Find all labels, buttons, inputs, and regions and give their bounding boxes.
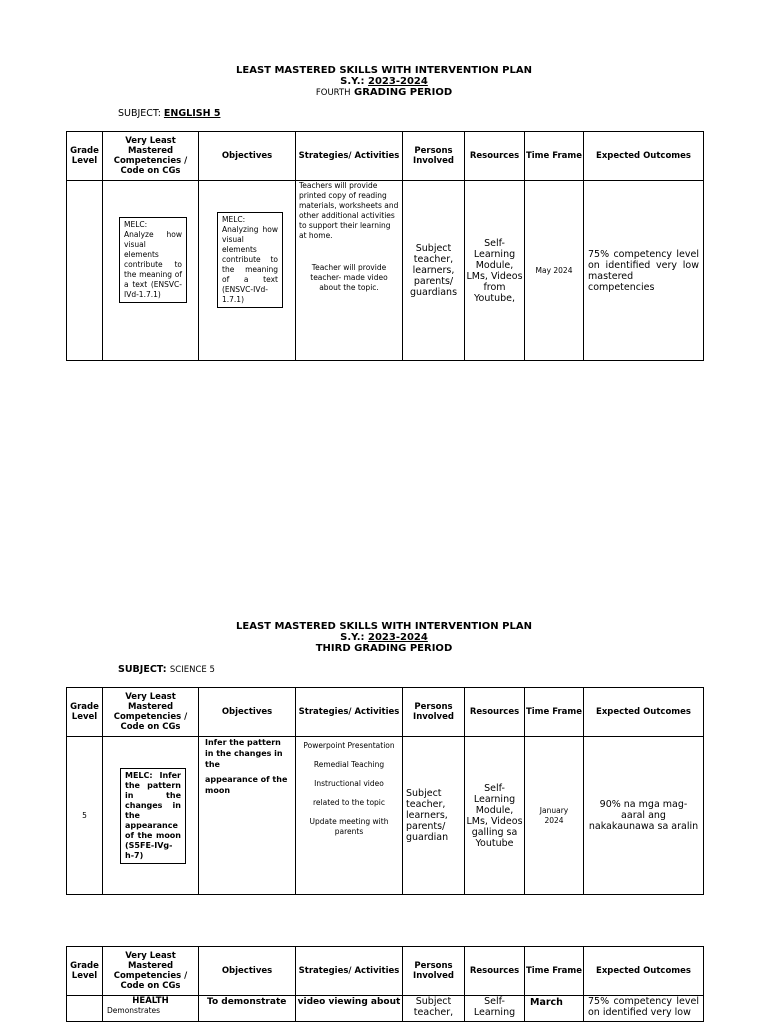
- section1-subject: [118, 108, 220, 119]
- strategy-text-1: Teachers will provide printed copy of reading materials, worksheets and other additional activities to support their learning at home.: [299, 181, 399, 240]
- section2-subject: [118, 664, 215, 675]
- col-resources: Resources: [465, 947, 525, 996]
- sy-label: S.Y.:: [340, 632, 369, 643]
- table-row: [67, 996, 704, 1022]
- sy-value: 2023-2024: [368, 632, 428, 643]
- col-strategies: Strategies/ Activities: [296, 947, 403, 996]
- section1-table: [66, 131, 704, 361]
- strategy-item: Powerpoint Presentation: [303, 741, 395, 750]
- col-competencies: Very Least Mastered Competencies / Code on CGs: [103, 688, 199, 737]
- strategy-text-2: Teacher will provide teacher- made video about the topic.: [310, 263, 388, 292]
- cell-grade: [67, 181, 103, 361]
- cell-outcome: 90% na mga mag-aaral ang nakakaunawa sa aralin: [584, 737, 704, 895]
- table-row: [67, 737, 704, 895]
- table-header-row: [67, 688, 704, 737]
- col-time-frame: Time Frame: [525, 132, 584, 181]
- objective-text-1: Infer the pattern in the changes in the: [205, 738, 283, 769]
- col-resources: Resources: [465, 132, 525, 181]
- section2-title: LEAST MASTERED SKILLS WITH INTERVENTION PLAN: [236, 621, 532, 632]
- cell-resources: Self-Learning Module, LMs, Videos galling sa Youtube: [465, 737, 525, 895]
- subject-value: ENGLISH 5: [163, 108, 221, 119]
- strategy-item: related to the topic: [312, 798, 385, 807]
- strategy-item: Remedial Teaching: [313, 760, 385, 769]
- cell-resources: Self-Learning Module, LMs, Videos from Youtube,: [465, 181, 525, 361]
- competency-text-1: HEALTH: [132, 996, 169, 1006]
- col-persons: Persons Involved: [403, 132, 465, 181]
- col-persons: Persons Involved: [403, 688, 465, 737]
- col-grade-level: Grade Level: [67, 132, 103, 181]
- cell-strategies: [296, 737, 403, 895]
- period-rest: GRADING PERIOD: [350, 87, 453, 98]
- col-grade-level: Grade Level: [67, 688, 103, 737]
- section3-table: [66, 946, 704, 1022]
- objective-box: MELC: Analyzing how visual elements contribute to the meaning of a text (ENSVC-IVd-1.7.1): [217, 212, 283, 308]
- col-outcomes: Expected Outcomes: [584, 132, 704, 181]
- cell-time-frame: January 2024: [525, 737, 584, 895]
- cell-time-frame: March: [525, 996, 584, 1022]
- col-objectives: Objectives: [199, 132, 296, 181]
- subject-label: SUBJECT:: [118, 664, 170, 675]
- cell-objective: To demonstrate: [199, 996, 296, 1022]
- cell-competency: [103, 737, 199, 895]
- competency-box: MELC: Infer the pattern in the changes in the appearance of the moon (S5FE-IVg-h-7): [120, 768, 186, 864]
- sy-label: S.Y.:: [340, 76, 369, 87]
- cell-strategies: [296, 181, 403, 361]
- section1-title: LEAST MASTERED SKILLS WITH INTERVENTION PLAN: [236, 65, 532, 76]
- competency-text-2: Demonstrates: [107, 1006, 161, 1015]
- section2-grading-period: THIRD GRADING PERIOD: [315, 643, 453, 654]
- cell-objective: [199, 737, 296, 895]
- cell-persons: Subject teacher, learners, parents/ guardians: [403, 181, 465, 361]
- cell-competency: [103, 996, 199, 1022]
- col-persons: Persons Involved: [403, 947, 465, 996]
- table-header-row: [67, 132, 704, 181]
- strategy-item: Update meeting with parents: [309, 817, 389, 836]
- table-row: [67, 181, 704, 361]
- subject-value: SCIENCE 5: [169, 665, 215, 675]
- col-objectives: Objectives: [199, 947, 296, 996]
- cell-persons: Subject teacher,: [403, 996, 465, 1022]
- col-competencies: Very Least Mastered Competencies / Code on CGs: [103, 132, 199, 181]
- period-word: FOURTH: [315, 88, 351, 98]
- cell-competency: [103, 181, 199, 361]
- section2-table: [66, 687, 704, 895]
- strategy-item: Instructional video: [314, 779, 384, 788]
- col-time-frame: Time Frame: [525, 947, 584, 996]
- cell-strategies: video viewing about: [296, 996, 403, 1022]
- cell-grade: 5: [67, 737, 103, 895]
- section2-school-year: [0, 632, 768, 643]
- cell-outcome: 75% competency level on identified very low mastered competencies: [584, 181, 704, 361]
- sy-value: 2023-2024: [368, 76, 428, 87]
- col-strategies: Strategies/ Activities: [296, 688, 403, 737]
- section1-grading-period: [0, 87, 768, 99]
- cell-outcome: 75% competency level on identified very low: [584, 996, 704, 1022]
- subject-label: SUBJECT:: [118, 108, 164, 119]
- cell-time-frame: May 2024: [525, 181, 584, 361]
- cell-grade: [67, 996, 103, 1022]
- col-outcomes: Expected Outcomes: [584, 947, 704, 996]
- col-strategies: Strategies/ Activities: [296, 132, 403, 181]
- col-objectives: Objectives: [199, 688, 296, 737]
- col-time-frame: Time Frame: [525, 688, 584, 737]
- cell-persons: Subject teacher, learners, parents/ guardian: [403, 737, 465, 895]
- cell-resources: Self-Learning: [465, 996, 525, 1022]
- col-grade-level: Grade Level: [67, 947, 103, 996]
- section1-school-year: [0, 76, 768, 87]
- col-competencies: Very Least Mastered Competencies / Code on CGs: [103, 947, 199, 996]
- cell-objective: [199, 181, 296, 361]
- objective-text-2: appearance of the moon: [205, 775, 288, 795]
- table-header-row: [67, 947, 704, 996]
- competency-box: MELC: Analyze how visual elements contribute to the meaning of a text (ENSVC-IVd-1.7.1): [119, 217, 187, 303]
- col-resources: Resources: [465, 688, 525, 737]
- col-outcomes: Expected Outcomes: [584, 688, 704, 737]
